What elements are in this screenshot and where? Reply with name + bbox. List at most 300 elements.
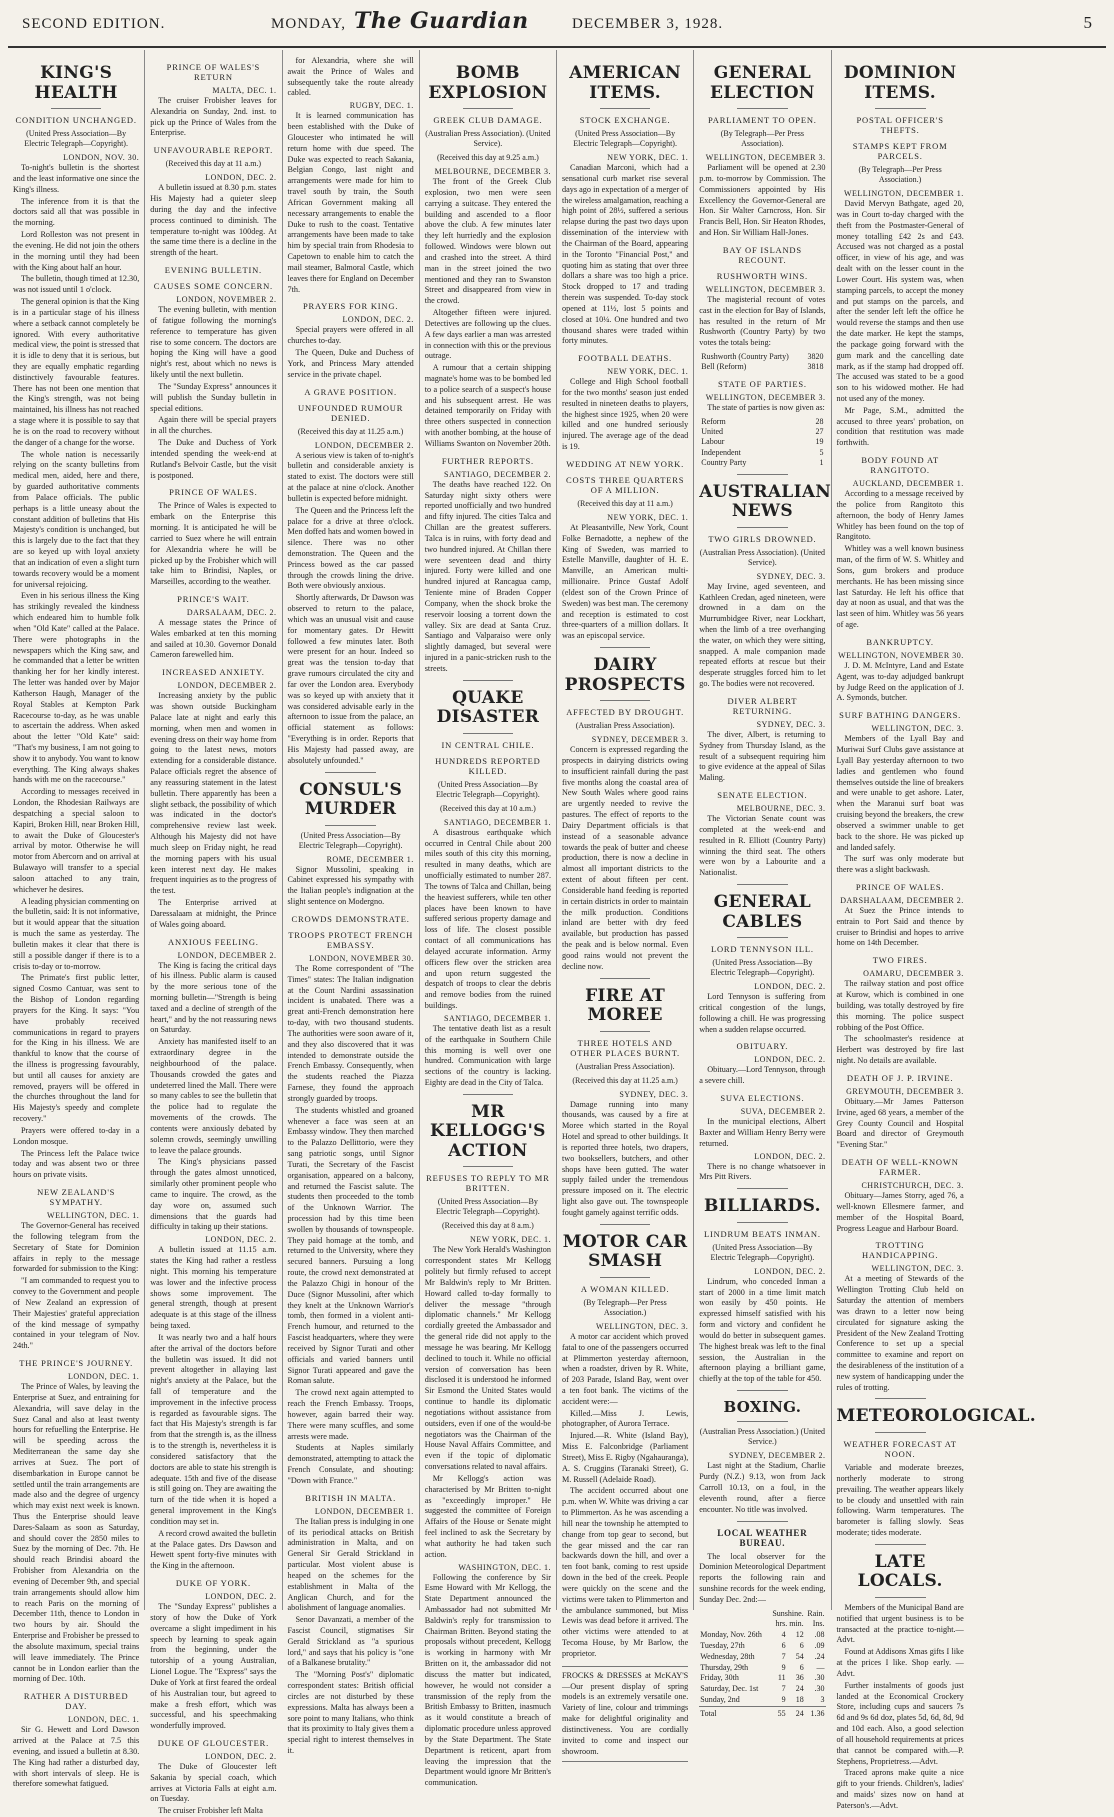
paragraph: College and High School football for the two months' season just ended resulted in nineteen deaths to players, the highest since 1925, when 20 were killed and one hundred seriously injured. The average age of the dead is 19.	[562, 377, 689, 452]
dateline: NEW YORK, DEC. 1.	[607, 512, 689, 522]
dateline: DARSALAAM, DEC. 2.	[186, 607, 277, 617]
dateline: LONDON, DEC. 2.	[205, 173, 277, 183]
paragraph: Further instalments of goods just landed at the Economical Crockery Store, including cups and saucers 7s 6d and 9s 6d doz, plates 5d, 6d, 8d, 9d and 10d each. Also, a good selection of all household requirements at prices that cannot be compared with.—P. Stephens, Proprietress.—Advt.	[836, 1680, 964, 1766]
column-5	[557, 50, 694, 1756]
dateline: MALTA, DEC. 1.	[212, 86, 277, 95]
paragraph: Members of the Lyall Bay and Muriwai Surf Clubs gave assistance at Lyall Bay yesterday afternoon to two ladies and gentlemen who found themselves outside the line of breakers and were unable to get ashore. Later, when the Maranui surf boat was cruising beyond the breakers, the crew observed a swimmer unable to get back to the shore. He was picked up and landed safely.	[836, 734, 964, 852]
subhead: FOOTBALL DEATHS.	[578, 353, 672, 364]
paragraph: Injured.—R. White (Island Bay), Miss E. Falconbridge (Parliament Street), Miss E. Rigby (Ngahauranga), A. S. Cruggins (Taranaki Street), G. M. Russell (Adelaide Road).	[562, 1431, 689, 1484]
wire-credit: (United Press Association—By Electric Telegraph—Copyright).	[436, 1197, 540, 1217]
wire-credit: (United Press Association—By Electric Telegraph—Copyright).	[24, 129, 128, 149]
subhead: EVENING BULLETIN.	[164, 265, 262, 276]
newspaper-page	[8, 4, 1106, 1816]
paragraph: The Prince of Wales, by leaving the Enterprise at Suez, and entraining for Alexandria, will save delay in the Suez Canal and also at least twenty hours for refuelling the Enterprise. He will be speeding across the Mediterranean the same day she arrives at Suez. The port of disembarkation in Europe cannot be settled until the train arrangements are made also and the degree of urgency which may exist next week is known. Thus the Enterprise should leave Dares-Salaam as soon as Saturday, and should cover the 2850 miles to Suez by the morning of Dec. 7th. He should reach Brindisi aboard the Frobisher from Alexandria on the evening of December 9th, and special train arrangements should allow him to reach Paris on the morning of December 11th, thence to London in two hours by air. Should the Enterprise and Frobisher be pressed to the absolute maximum, special trains will leave immediately. The Prince cannot be in London earlier than the morning of Dec. 10th.	[13, 1382, 140, 1684]
hours: 6	[781, 1641, 786, 1651]
subhead: TROTTING HANDICAPPING.	[861, 1240, 939, 1261]
paragraph: Students at Naples similarly demonstrated, attempting to attack the French Consulate, and shouting: "Down with France."	[287, 1443, 414, 1485]
divider	[875, 1398, 926, 1399]
paragraph: A bulletin issued at 11.15 a.m. states the King had rather a restless night. This morning his temperature was lower and the infective process shows some improvement. The general strength, though at present adequate is at this stage of the illness being taxed.	[150, 1245, 277, 1331]
subhead: DUKE OF GLOUCESTER.	[157, 1738, 270, 1748]
hours: 9	[781, 1662, 786, 1672]
table-row	[699, 1684, 825, 1695]
unit-label: hrs. min.	[775, 1619, 804, 1629]
table-row	[699, 352, 825, 362]
paragraph: The Victorian Senate count was completed at the week-end and resulted in R. Elliott (Country Party) winning the third seat. The others were won by a Labourite and a Nationalist.	[699, 814, 826, 878]
paragraph: The bulletin, though timed at 12.30, was not issued until 1 o'clock.	[13, 274, 140, 295]
dateline: LONDON, DECEMBER 2.	[177, 681, 277, 691]
candidate: Bell (Reform)	[701, 362, 747, 372]
minutes: 18	[795, 1695, 804, 1705]
paragraph: The state of parties is now given as:	[707, 402, 825, 412]
table-row	[699, 362, 825, 372]
subhead: REFUSES TO REPLY TO MR BRITTEN.	[426, 1173, 550, 1194]
received-note: (Received this day at 11 a.m.)	[165, 159, 262, 169]
paragraph: To-night's bulletin is the shortest and the least informative one since the King's illness.	[13, 163, 140, 194]
day: Thursday, 29th	[700, 1662, 749, 1672]
dateline: WELLINGTON, DECEMBER 3.	[705, 153, 826, 163]
paragraph: Found at Addisons Xmas gifts I like at the prices I like. Shop early. —Advt.	[836, 1647, 964, 1678]
paragraph: Lord Tennyson is suffering from critical congestion of the lungs, following a chill. He was progressing when a sudden relapse occurred.	[699, 992, 826, 1034]
divider	[463, 1094, 514, 1095]
paragraph: According to a message received by the police from Rangitoto this afternoon, the body of Henry James Whitley has been found on the top of Rangitoto.	[836, 489, 964, 542]
day: Tuesday, 27th	[700, 1641, 745, 1651]
subhead: LINDRUM BEATS INMAN.	[703, 1228, 821, 1239]
paragraph: The cruiser Frobisher left Malta	[158, 1806, 263, 1816]
total-label: Total	[699, 1706, 768, 1719]
dateline: OAMARU, DECEMBER 3.	[863, 969, 964, 979]
paragraph: Shortly afterwards, Dr Dawson was observed to return to the palace, which was an unusual visit and cause for momentary gates. Dr Hewitt followed a few minutes later. Both were present for an hour. Indeed so great was the tension to-day that grave rumours circulated the city and far over the London area. Everybody was so keyed up with anxiety that it was considered advisable early in the afternoon to issue from the palace, an official statement as follows: "Everything is in order. Reports that His Majesty had passed away, are absolutely unfounded."	[287, 593, 414, 765]
dateline: SANTIAGO, DECEMBER 1.	[444, 817, 551, 827]
paragraph: It was nearly two and a half hours after the arrival of the doctors before the bulletin was issued. It did not prevent altogether in allaying last night's anxiety at the Palace, but the fall of temperature and the improvement in the infective process is regarded as favourable signs. The fact that His Majesty's strength is far from that the strength is, as the illness is to the strength is, nevertheless it is considered satisfactory that the doctors are able to state his strength is adequate. 15th and five of the disease is still going on. They are awaiting the turn of the tide when it is hoped a general improvement in the King's condition may set in.	[150, 1332, 277, 1526]
subhead: INCREASED ANXIETY.	[162, 667, 265, 678]
wire-credit: (Australian Press Association.) (United Service.)	[699, 1427, 826, 1447]
parties-table	[699, 417, 825, 469]
table-row	[699, 458, 825, 468]
paragraph: In the municipal elections, Albert Baxter and William Henry Berry were returned.	[699, 1117, 826, 1148]
headline-dominion-items: DOMINION ITEMS.	[843, 63, 957, 103]
rain: 1.36	[805, 1706, 826, 1719]
paragraph: Sir G. Hewett and Lord Dawson arrived at the Palace at 7.5 this evening, and issued a bulletin at 8.30. The King had rather a disturbed day, with short intervals of sleep. He is therefore somewhat fatigued.	[13, 1725, 140, 1789]
paragraph: Anxiety has manifested itself to an extraordinary degree in the neighbourhood of the palace. Thousands crowded the gates and undeterred lined the Mall. There were so many cables to see the bulletin that the police had to regulate the movements of the crowds. The contents were anxiously debated by solemn crowds, seemingly unwilling to leave the palace grounds.	[150, 1037, 277, 1155]
paragraph: Killed.—Miss J. Lewis, photographer, of Aurora Terrace.	[562, 1408, 689, 1429]
paragraph: Damage running into many thousands, was caused by a fire at Moree which started in the Royal Hotel and spread to other buildings. It is reported three hotels, two drapers, two booksellers, butchers, and other shops have been gutted. The water supply failed under the tremendous pressure imposed on it. The electric light also gave out. The townspeople fought gamely against terrific odds.	[562, 1099, 689, 1217]
rain: .09	[814, 1641, 825, 1651]
issue-date: DECEMBER 3, 1928.	[572, 16, 724, 32]
paragraph: At Pleasantville, New York, Count Folke Bernadotte, a nephew of the King of Sweden, was married to Estelle Manville, daughter of H. E. Manville, an American multi-millionaire. Prince Gustaf Adolf (eldest son of the Crown Prince of Sweden) was best man. The ceremony and reception is estimated to cost three-quarters of a million dollars. It was an episcopal service.	[562, 522, 689, 641]
headline-kellogg-action: MR KELLOGG'S ACTION	[430, 1101, 546, 1161]
wire-credit: (By Telegraph—Per Press Association.)	[583, 1297, 667, 1317]
dateline: LONDON, DEC. 1.	[67, 1372, 140, 1382]
paragraph: Obituary.—Mr James Patterson Irvine, aged 68 years, a member of the Grey County Council and Hospital Board and director of Greymouth "Evening Star."	[836, 1096, 964, 1150]
paragraph: The Duke and Duchess of York intended spending the week-end at Rutland's Belvoir Castle, but the visit is postponed.	[150, 438, 277, 480]
dateline: RUGBY, DEC. 1.	[349, 101, 414, 111]
divider	[600, 1277, 651, 1278]
day: Sunday, 2nd	[700, 1695, 740, 1705]
subhead: CROWDS DEMONSTRATE.	[291, 913, 410, 924]
dateline: ROME, DECEMBER 1.	[326, 854, 414, 864]
paragraph: The deaths have reached 122. On Saturday night sixty others were reported unofficially and two hundred and fifty injured. The cities Talca and Chillan are the greatest sufferers. Talca is in ruins, with forty dead and two hundred injured. At Chillan there were seventeen dead and thirty injured. Forty were killed and one hundred injured at Rancagua camp, Teniente mine of Braden Copper Company, when the shock broke the reservoir loosing a torrent down the valley. Six are dead at Santa Cruz. Santiago and Valparaiso were only slightly damaged, but several were injured in a panic-stricken rush to the streets.	[424, 479, 551, 673]
paragraph: Again there will be special prayers in all the churches.	[150, 415, 277, 436]
subhead: LORD TENNYSON ILL.	[710, 944, 814, 955]
dateline: LONDON, DEC. 2.	[205, 1235, 277, 1245]
subhead: PARLIAMENT TO OPEN.	[708, 115, 817, 126]
paragraph: The Queen, Duke and Duchess of York, and Princess Mary attended service in the private chapel.	[287, 348, 414, 379]
dateline: SYDNEY, DEC. 3.	[756, 571, 826, 581]
subhead: FURTHER REPORTS.	[441, 455, 534, 466]
masthead	[8, 4, 1106, 48]
divider	[737, 1222, 788, 1223]
dateline: LONDON, DECEMBER 2.	[314, 440, 414, 450]
paragraph: The Queen and the Princess left the palace for a drive at three o'clock. Men doffed hats and women bowed in silence. There was no other demonstration. The Queen and the Princess bowed as the car passed through the crowds lining the drive. Both were obviously anxious.	[287, 505, 414, 591]
dateline: WELLINGTON, DEC. 1.	[47, 1211, 140, 1221]
divider	[600, 700, 651, 701]
votes: 3820	[807, 352, 824, 362]
dateline: WASHINGTON, DEC. 1.	[458, 1562, 551, 1572]
headline-kings-health: KING'S HEALTH	[34, 63, 118, 103]
minutes: 12	[795, 1630, 804, 1640]
subhead: THE PRINCE'S JOURNEY.	[19, 1358, 134, 1369]
headline-fire-at-moree: FIRE AT MOREE	[585, 985, 666, 1026]
dateline: AUCKLAND, DECEMBER 1.	[852, 479, 964, 489]
table-row	[699, 417, 825, 427]
paragraph: The crowd next again attempted to reach the French Embassy. Troops, however, again barred their way. There were many scuffles, and some arrests were made.	[287, 1388, 414, 1441]
headline-motor-car-smash: MOTOR CAR SMASH	[562, 1231, 688, 1272]
received-note: (Received this day at 11.25 a.m.)	[297, 426, 404, 436]
paragraph: Variable and moderate breezes, northerly moderate to strong prevailing. The weather appears likely to be cloudy and unsettled with rain following. Warm temperatures. The barometer is falling slowly. Seas moderate; tides moderate.	[836, 1463, 964, 1537]
paragraph: The surf was only moderate but there was a slight backwash.	[836, 854, 964, 875]
wire-credit: (By Telegraph—Per Press Association).	[720, 129, 805, 149]
paragraph: The Duke of Gloucester left Sakania by special coach, which arrives at Victoria Falls at eight a.m. on Tuesday.	[150, 1762, 277, 1804]
divider	[600, 647, 651, 648]
subhead: A WOMAN KILLED.	[580, 1283, 670, 1294]
subhead: NEW ZEALAND'S SYMPATHY.	[37, 1187, 116, 1208]
paragraph: A record crowd awaited the bulletin at the Palace gates. Drs Dawson and Hewett spent forty-five minutes with the King in the afternoon.	[150, 1528, 277, 1571]
dateline: MELBOURNE, DEC. 3.	[736, 804, 826, 814]
dateline: LONDON, DEC. 1.	[67, 1715, 140, 1725]
day-label: MONDAY,	[271, 16, 346, 32]
subhead: STAMPS KEPT FROM PARCELS.	[852, 141, 948, 162]
subhead: STOCK EXCHANGE.	[579, 115, 671, 126]
dateline: NEW YORK, DEC. 1.	[607, 367, 689, 377]
dateline: WELLINGTON, DECEMBER 1.	[843, 189, 964, 199]
divider	[600, 1031, 651, 1032]
subhead: DIVER ALBERT RETURNING.	[727, 695, 798, 716]
paragraph: Following the conference by Sir Esme Howard with Mr Kellogg, the State Department announced the Ambassador had not submitted Mr Baldwin's reply for transmission to Chairman Britten. Beyond stating the proposals without precedent, Kellogg is working in harmony with Mr Britten on it, the ambassador did not discuss the matter but indicated, however, he would not consider a transmission of the reply from the British Embassy to Britten, inasmuch as it would constitute a breach of diplomatic procedure unless approved by the State Department. The State Department is reticent, apart from leaving the impression that the Department would ignore Mr Britten's communication.	[424, 1572, 551, 1788]
subhead: DUKE OF YORK.	[175, 1578, 251, 1589]
paragraph: There is no change whatsoever in Mrs Pitt Rivers.	[699, 1161, 826, 1182]
column-1	[8, 50, 145, 1789]
subhead: TROOPS PROTECT FRENCH EMBASSY.	[288, 929, 414, 950]
subhead: PRINCE OF WALES.	[169, 487, 258, 498]
subhead: POSTAL OFFICER'S THEFTS.	[856, 115, 944, 136]
dateline: LONDON, DEC. 2.	[754, 1266, 826, 1276]
dateline: LONDON, NOVEMBER 2.	[176, 295, 277, 305]
subhead: WEATHER FORECAST AT NOON.	[843, 1439, 957, 1460]
dateline: LONDON, NOV. 30.	[63, 153, 140, 163]
divider	[325, 772, 376, 773]
paragraph: A message states the Prince of Wales embarked at ten this morning and sailed at 10.30. Governor Donald Cameron farewelled him.	[150, 617, 277, 660]
divider	[737, 1390, 788, 1391]
subhead: IN CENTRAL CHILE.	[441, 739, 535, 750]
received-note: (Received this day at 11 a.m.)	[577, 498, 673, 508]
dateline: SUVA, DECEMBER 2.	[740, 1107, 826, 1117]
subhead: UNFOUNDED RUMOUR DENIED.	[298, 402, 404, 423]
subhead: PRINCE OF WALES'S RETURN	[166, 62, 261, 82]
paragraph: Mr Page, S.M., admitted the accused to three years' probation, on condition that restitution was made forthwith.	[836, 405, 964, 448]
paragraph: Increasing anxiety by the public was shown outside Buckingham Palace late at night and early this morning, when men and women in evening dress on their way home from going to the latest news, motors extending for a considerable distance. Palace officials regret the absence of any reassuring statement in the latest bulletin. There apparently has been a slight setback, the possibility of which was indicated in the doctor's comprehensive review last week. Although his Majesty did not have much sleep on Friday night, he read the morning papers with his usual keen interest next day. He makes frequent inquiries as to the progress of the test.	[150, 691, 277, 896]
dateline: LONDON, DEC. 2.	[342, 315, 414, 325]
divider	[51, 108, 102, 109]
paragraph: Prayers were offered to-day in a London mosque.	[13, 1125, 140, 1146]
paragraph: The Princess left the Palace twice today and was absent two or three hours on private visits.	[13, 1148, 140, 1180]
headline-general-election: GENERAL ELECTION	[710, 63, 815, 103]
headline-bomb-explosion: BOMB EXPLOSION	[428, 63, 548, 103]
received-note: (Received this day at 10 a.m.)	[440, 803, 536, 813]
votes: 3818	[807, 362, 824, 372]
unit-label	[699, 1619, 768, 1630]
paragraph: The cruiser Frobisher leaves for Alexandria on Sunday, 2nd. inst. to pick up the Prince of Wales from the Enterprise.	[150, 96, 277, 138]
subhead: UNFAVOURABLE REPORT.	[153, 145, 274, 156]
wire-credit: (By Telegraph—Per Press Association.)	[858, 165, 942, 185]
divider	[600, 1224, 651, 1225]
paragraph: Obituary—James Storry, aged 76, a well-known Ellesmere farmer, and member of the Hospital Board, Progress League and Harbour Board.	[836, 1191, 964, 1233]
dateline: LONDON, DEC. 2.	[205, 1592, 277, 1602]
paragraph: The King is facing the critical days of his illness. Public alarm is caused by the more serious tone of the morning bulletin—"Strength is being taxed and a decline of strength of the heart," and by the not reassuring news on Saturday.	[150, 960, 277, 1035]
subhead: DEATH OF WELL-KNOWN FARMER.	[841, 1157, 959, 1178]
paragraph: At a meeting of Stewards of the Wellington Trotting Club held on Saturday the attention of members was drawn to a letter now being circulated for signature asking the President of the New Zealand Trotting Conference to set up a special committee to examine and report on the desirableness of the institution of a new system of handicapping under the rules of trotting.	[836, 1274, 964, 1392]
hours: 11	[777, 1673, 786, 1683]
paragraph: It is learned communication has been established with the Duke of Gloucester who intimated he will return home with due speed. The Duke was expected to reach Sakania, Belgian Congo, last night and arrangements were made for him to travel south by train, the South African Government making all necessary arrangements to enable the Duke to rush to the coast. Tentative arrangements have been made to take him by special train from Rhodesia to Capetown to enable him to catch the mail steamer, Balmoral Castle, which leaves there for England on December 7th.	[287, 111, 414, 294]
paragraph: A bulletin issued at 8.30 p.m. states His Majesty had a quieter sleep during the day and the infective process continued to diminish. The temperature to-night was 100deg. At the same time there is a decline in the strength of the heart.	[150, 183, 277, 258]
paragraph: The "Sunday Express" publishes a story of how the Duke of York overcame a slight impediment in his speech by learning to speak again from the beginning, under the tutorship of a young Australian, Lionel Logue. The "Express" says the Duke of York at first feared the ordeal of his Australian tour, but agreed to make a fresh effort, which was successful, and his speechmaking wonderfully improved.	[150, 1602, 277, 1731]
rain: .24	[814, 1651, 825, 1661]
table-row	[699, 1641, 825, 1652]
paragraph: Traced aprons make quite a nice gift to your friends. Children's, ladies' and maids' sizes now on hand at Paterson's.—Advt.	[836, 1768, 964, 1810]
table-row	[699, 1652, 825, 1663]
received-note: (Received this day at 8 a.m.)	[442, 1221, 534, 1231]
hours: 55	[768, 1706, 786, 1719]
candidate: Rushworth (Country Party)	[701, 352, 789, 362]
column-header: Sunshine.	[772, 1608, 804, 1618]
dateline: LONDON, NOVEMBER 30.	[309, 953, 414, 963]
dateline: GREYMOUTH, DECEMBER 3.	[846, 1086, 964, 1096]
paragraph: The Rome correspondent of "The Times" states: The Italian indignation at the Count Nardini assassination incident is unabated. There was a great anti-French demonstration here to-day, with two thousand students. The authorities were soon aware of it, and they also discovered that it was intended to demonstrate outside the French Embassy. Consequently, when the students reached the Piazza Farnese, they found the approach strongly guarded by troops.	[287, 963, 414, 1103]
paragraph: The local observer for the Dominion Meteorological Department reports the following rain and sunshine records for the week ending, Sunday Dec. 2nd:—	[699, 1551, 826, 1604]
table-row	[699, 1630, 825, 1641]
subhead: RUSHWORTH WINS.	[716, 270, 808, 281]
minutes: 6	[799, 1662, 804, 1672]
divider	[737, 474, 788, 475]
dateline: SANTIAGO, DECEMBER 1.	[444, 1013, 551, 1023]
paragraph: Lord Rolleston was not present in the evening. He did not join the others in the morning until they had been with the King about half an hour.	[13, 230, 140, 272]
paragraph: The students whistled and groaned whenever a face was seen at an Embassy window. They then marched to the Palazzo Dellittorio, were they sang patriotic songs, until Signor Turati, the Secretary of the Fascist organisation, appeared on a balcony, and returned the Fascist salute. The students then proceeded to the tomb of the Unknown Warrior. The procession had by this time been swollen by thousands of townspeople. They paid homage at the tomb, and returned to the University, where they secured banners. Pursuing a long route, the crowd next demonstrated at the Palazzo Chigi in honour of the Duce (Signor Mussolini, after which they knelt at the Unknown Warrior's tomb, then formed in a violent anti-French humour, and returned to the Fascist headquarters, where they were received by Signor Turati and other officials and varied banners until Signor Turati appeared and gave the Roman salute.	[287, 1105, 414, 1386]
paragraph: J. D. M. McIntyre, Land and Estate Agent, was to-day adjudged bankrupt by Judge Reed on the application of J. A. Symonds, butcher.	[836, 660, 964, 703]
subhead: RATHER A DISTURBED DAY.	[23, 1691, 129, 1712]
paragraph: The magisterial recount of votes cast in the election for Bay of Islands, has resulted in the return of Mr Rushworth (Country Party) by two votes the totals being:	[699, 294, 826, 348]
divider	[875, 1597, 926, 1598]
subhead-weather-bureau: LOCAL WEATHER BUREAU.	[717, 1527, 808, 1548]
wire-credit: (Australian Press Association). (United Service).	[699, 547, 826, 567]
paragraph: The "Sunday Express" announces it will publish the Sunday bulletin in special editions.	[150, 381, 277, 413]
divider	[325, 825, 376, 826]
seats: 19	[815, 437, 824, 447]
day: Monday, Nov. 26th	[700, 1630, 762, 1640]
table-row	[699, 427, 825, 437]
dateline: NEW YORK, DEC. 1.	[470, 1235, 551, 1245]
party: United	[701, 427, 724, 437]
paragraph: The Italian press is indulging in one of its periodical attacks on British administration in Malta, and on General Sir Gerald Strickland in particular. Most violent abuse is heaped on the schemes for the establishment in Malta of the Anglican Church, and for the abolishment of language anomalies.	[287, 1516, 414, 1613]
divider	[737, 1421, 788, 1422]
wire-credit: (Australian Press Association).	[575, 721, 675, 731]
paragraph: for Alexandria, where she will await the Prince of Wales and subsequently take the route already cabled.	[287, 56, 414, 98]
paragraph: The Primate's first public letter, signed Cosmo Cantuar, was sent to the Bishop of London regarding prayers for the King. It says: "You have probably received communications in regard to prayers for the King in his illness. We are thankful to know that the course of the illness is progressing favourably, but until all causes for anxiety are removed, prayers will be offered in the churches throughout the land for His Majesty's speedy and complete recovery."	[13, 973, 140, 1124]
paragraph: The railway station and post office at Kurow, which is combined in one building, was totally destroyed by fire this morning. The police suspect robbing of the Post Office.	[836, 979, 964, 1032]
paragraph: A disastrous earthquake which occurred in Central Chile about 200 miles south of this city this morning, resulted in many deaths, which are unofficially estimated to number 287. The towns of Talca and Chillan, being the heaviest sufferers, while ten other places have been known to have suffered serious property damage and loss of life. The closest possible contact of all communications has delayed accurate information. Army officers flew over the stricken area and upon return suggested the despatch of troops to clear the debris and remove bodies from the ruined buildings.	[424, 827, 551, 1011]
received-note: (Received this day at 9.25 a.m.)	[437, 153, 539, 163]
paragraph: Obituary.—Lord Tennyson, through a severe chill.	[699, 1065, 826, 1086]
headline-billiards: BILLIARDS.	[703, 1196, 821, 1217]
wire-credit: (Australian Press Association).	[575, 1061, 675, 1071]
seats: 5	[819, 447, 824, 457]
headline-meteorological: METEOROLOGICAL.	[836, 1406, 1036, 1427]
party: Reform	[701, 416, 726, 426]
dateline: WELLINGTON, DEC. 3.	[596, 1321, 689, 1331]
paragraph: Signor Mussolini, speaking in Cabinet expressed his sympathy with the Italian people's indignation at the slight sentence on Modergno.	[287, 864, 414, 907]
column-7	[832, 50, 1036, 1810]
dateline: MELBOURNE, DECEMBER 3.	[434, 167, 551, 177]
table-total-row	[699, 1706, 825, 1719]
headline-consuls-murder: CONSUL'S MURDER	[299, 779, 403, 820]
subhead: PRAYERS FOR KING.	[303, 301, 399, 312]
hours: 4	[781, 1630, 786, 1640]
paragraph: Altogether fifteen were injured. Detectives are following up the clues. A few days earlier a man was arrested in connection with this or the previous outrage.	[424, 308, 551, 361]
dateline: LONDON, DECEMBER 2.	[177, 950, 277, 960]
paragraph: At Suez the Prince intends to entrain to Port Said and thence by cruiser to Brindisi and hopes to arrive home on 14th December.	[836, 905, 964, 948]
paragraph: The whole nation is necessarily relying on the scanty bulletins from medical men, aided, here and there, by guarded authoritative comments from Palace officials. The public perhaps is a little uneasy about the constant addition of bulletins that His Majesty's condition is unchanged, but this is largely due to the fact that they are so keyed up with loyal anxiety that an indication of even a slight turn towards recovery would be a moment for universal rejoicing.	[13, 449, 140, 589]
wire-credit: (United Press Association—By Electric Telegraph—Copyright).	[436, 779, 540, 799]
hours: 7	[781, 1651, 786, 1661]
rain: .08	[814, 1630, 825, 1640]
divider	[600, 978, 651, 979]
dateline: WELLINGTON, DECEMBER 3.	[705, 392, 826, 402]
subhead: SENATE ELECTION.	[717, 790, 808, 801]
dateline: DARSHALAAM, DECEMBER 2.	[840, 895, 964, 905]
paragraph: The accident occurred about one p.m. when W. White was driving a car to Plimmerton. As he was ascending a hill near the township he attempted to change from top gear to second, but the gear missed and the car ran backwards down the hill, and over a ten foot bank, coming to rest upside down in the bed of the creek. People were quickly on the scene and the victims were taken to Plimmerton and the ambulance summoned, but Miss Lewis was dead before it arrived. The other victims were attended to at Tecoma House, by Mr Barlow, the proprietor.	[562, 1486, 689, 1658]
subhead: HUNDREDS REPORTED KILLED.	[435, 755, 541, 776]
paragraph: The evening bulletin, with mention of fatigue following the morning's reference to temperature has given rise to some concern. The doctors are hoping the King will have a good night's rest, about which no news is likely until the next bulletin.	[150, 305, 277, 380]
divider	[875, 1544, 926, 1545]
divider	[737, 1188, 788, 1189]
subhead: GREEK CLUB DAMAGE.	[433, 115, 543, 126]
dateline: SYDNEY, DECEMBER 2.	[729, 1451, 826, 1461]
subhead: STATE OF PARTIES.	[717, 378, 807, 389]
paragraph: The "Morning Post's" diplomatic correspondent states: British official circles are not disturbed by these expressions. Malta has always been a sore point to many Italians, who think that its proximity to Italy gives them a special right to interest themselves in it.	[287, 1670, 414, 1756]
minutes: 24	[787, 1706, 805, 1719]
dateline: SYDNEY, DEC. 3.	[756, 719, 826, 729]
divider	[737, 884, 788, 885]
dateline: NEW YORK, DEC. 1.	[607, 153, 689, 163]
paragraph: The New York Herald's Washington correspondent states Mr Kellogg politely but firmly refused to accept Mr Baldwin's reply to Mr Britten. Howard called to-day formally to deliver the message "through diplomatic channels." Mr Kellogg cordially greeted the Ambassador and the general ride did not apply to the message he was bearing. Mr Kellogg declined to touch it. While no official version of conversation has been disclosed it is understood he informed Sir Esmond the United States would continue to handle its diplomatic negotiations without assistance from outsiders, even if one of the would-be negotiators was the Chairman of the House Naval Affairs Committee, and even if the topic of diplomatic conversations related to naval affairs.	[424, 1245, 551, 1472]
divider	[463, 733, 514, 734]
minutes: 36	[795, 1673, 804, 1683]
table-row	[699, 1695, 825, 1706]
subhead: AFFECTED BY DROUGHT.	[566, 707, 685, 718]
rain: —	[816, 1662, 825, 1672]
paragraph: Senor Davanzati, a member of the Fascist Council, stigmatises Sir Gerald Strickland as "a spurious lord," and says that his policy is "one of a Balkanese brutality."	[287, 1615, 414, 1668]
paragraph: Parliament will be opened at 2.30 p.m. to-morrow by Commission. The Commissioners appointed by His Excellency the Governor-General are Hon. Sir Walter Carncross, Hon. Sir Francis Bell, Hon. Sir Heaton Rhodes, and Hon. Sir William Hall-Jones.	[699, 163, 826, 238]
headline-general-cables: GENERAL CABLES	[713, 892, 812, 932]
dateline: LONDON, DEC. 2.	[754, 1151, 826, 1161]
headline-late-locals: LATE LOCALS.	[857, 1551, 943, 1592]
column-2	[145, 50, 282, 1816]
headline-american-items: AMERICAN ITEMS.	[569, 63, 681, 103]
table-row	[699, 1673, 825, 1684]
columns	[8, 50, 1106, 1816]
paragraph: The inference from it is that the doctors said all that was possible in the morning.	[13, 196, 140, 228]
subhead: BANKRUPTCY.	[866, 636, 934, 647]
paragraph: The Enterprise arrived at Daressalaam at midnight, the Prince of Wales going aboard.	[150, 898, 277, 929]
subhead: DEATH OF J. P. IRVINE.	[846, 1072, 954, 1083]
subhead: BODY FOUND AT RANGITOTO.	[861, 455, 939, 476]
paragraph: The Governor-General has received the following telegram from the Secretary of State for Dominion affairs in reply to the message forwarded for submission to the King:	[13, 1221, 140, 1274]
divider	[737, 1521, 788, 1522]
dateline: SYDNEY, DECEMBER 3.	[591, 735, 689, 745]
subhead: BAY OF ISLANDS RECOUNT.	[722, 244, 802, 265]
table-row	[699, 1663, 825, 1674]
paragraph: The diver, Albert, is returning to Sydney from Thursday Island, as the result of a subsequent requiring him to give evidence at the appeal of Silas Maling.	[699, 729, 826, 783]
dateline: WELLINGTON, NOVEMBER 30.	[838, 650, 964, 660]
unit-label: Ins.	[812, 1619, 825, 1629]
wire-credit: (United Press Association—By Electric Telegraph—Copyright).	[298, 830, 403, 850]
dateline: WELLINGTON, DECEMBER 3.	[705, 284, 826, 294]
dateline: WELLINGTON, DEC. 3.	[871, 724, 964, 734]
table-units-row	[699, 1619, 825, 1630]
divider	[600, 108, 651, 109]
column-4	[420, 50, 557, 1788]
column-3	[283, 50, 420, 1756]
dateline: CHRISTCHURCH, DEC. 3.	[861, 1181, 964, 1191]
paragraph: "I am commanded to request you to convey to the Government and people of New Zealand an expression of Their Majesties' grateful appreciation of the kind message of sympathy contained in your telegram of Nov. 24th."	[13, 1276, 140, 1351]
seats: 1	[819, 458, 824, 468]
paragraph: The Prince of Wales is expected to embark on the Enterprise this morning. It is anticipated he will be carried to Suez where he will entrain for Alexandria where he will be picked up by the Frobisher which will take him to Brindisi, Naples, or Marseilles, according to the weather.	[150, 501, 277, 587]
minutes: 24	[795, 1684, 804, 1694]
rain: 3	[820, 1695, 825, 1705]
subhead: PRINCE'S WAIT.	[177, 593, 250, 604]
dateline: LONDON, DEC. 2.	[754, 982, 826, 992]
subhead: CAUSES SOME CONCERN.	[153, 281, 273, 292]
wire-credit: (United Press Association—By Electric Telegraph—Copyright).	[710, 958, 815, 978]
paragraph: Even in his serious illness the King has strikingly revealed the kindness which endeared him to humble folk when "Old Kate" called at the Palace. There were photographs in the newspapers which the King saw, and he commanded that a letter be written thanking her for her kindly interest. The letter was handed over by Major Katherson Haugh, Manager of the Royal Stables at Kempton Park Racecourse to-day, as he was unable to ascertain the address. When asked about the letter "Old Kate" said: "That's my business, I am not going to show it to anybody. You want to know everything. The King always shakes hands with me on the racecourse."	[13, 591, 140, 785]
dateline: SANTIAGO, DECEMBER 2.	[444, 469, 551, 479]
paragraph: The schoolmaster's residence at Herbert was destroyed by fire last night. No details are available.	[836, 1034, 964, 1066]
paragraph: Concern is expressed regarding the prospects in dairying districts owing to insufficient rainfall during the past five months along the coastal area of New South Wales where good rains are urgently needed to revive the pastures. The effect of reports to the Dairy Department officials is that instead of a seasonable advance towards the peak of butter and cheese production, there is now a decline in almost all important districts to the extent of about fifteen per cent. Considerable hand feeding is reported in certain districts in order to maintain the milk production. Conditions inland are better with dry feed available, but production has passed the peak and is below normal. Even good rains would not prevent the decline now.	[562, 745, 689, 971]
rain: .30	[814, 1684, 825, 1694]
paper-title: The Guardian	[354, 8, 529, 34]
subhead: CONDITION UNCHANGED.	[15, 115, 137, 126]
column-6	[694, 50, 832, 1718]
paragraph: A leading physician commenting on the bulletin, said: It is not informative, but it would appear that the situation is much the same as yesterday. The bulletin makes it clear that there is still a possible danger if there is to a crisis to-day or to-morrow.	[13, 896, 140, 971]
paragraph: Canadian Marconi, which had a sensational curb market rise several days ago in expectation of a merger of the wireless amalgamation, reaching a high point of 28½, suffered a serious relapse during the past two days upon dissemination of the interview with the Chairman of the Board, appearing in the Toronto "Financial Post," and quoting him as stating that over three dollars a share was too high a price. Stock dropped to 17 and trading therein was suspended. To-day stock opened at 11½, lost 5 points and closed at 10¼. One hundred and two thousand shares were traded within forty minutes.	[562, 163, 689, 346]
day: Wednesday, 28th	[700, 1651, 755, 1661]
subhead: BRITISH IN MALTA.	[305, 1492, 396, 1503]
paragraph: Mr Kellogg's action was characterised by Mr Britten to-night as "exceedingly improper." He suggested the committee of Foreign Affairs of the House or Senate might feel inclined to ask the Secretary by what authority he had taken such action.	[424, 1473, 551, 1559]
paragraph: A rumour that a certain shipping magnate's home was to be bombed led to a police search of a suspect's house and his subsequent arrest. He was detained temporarily on Friday with three others suspected in connection with another bombing, at the house of Williams Swanton on November 20th.	[424, 363, 551, 448]
hours: 7	[781, 1684, 786, 1694]
divider	[737, 527, 788, 528]
party: Country Party	[701, 458, 747, 468]
divider	[875, 1432, 926, 1433]
day: Friday, 30th	[700, 1673, 739, 1683]
